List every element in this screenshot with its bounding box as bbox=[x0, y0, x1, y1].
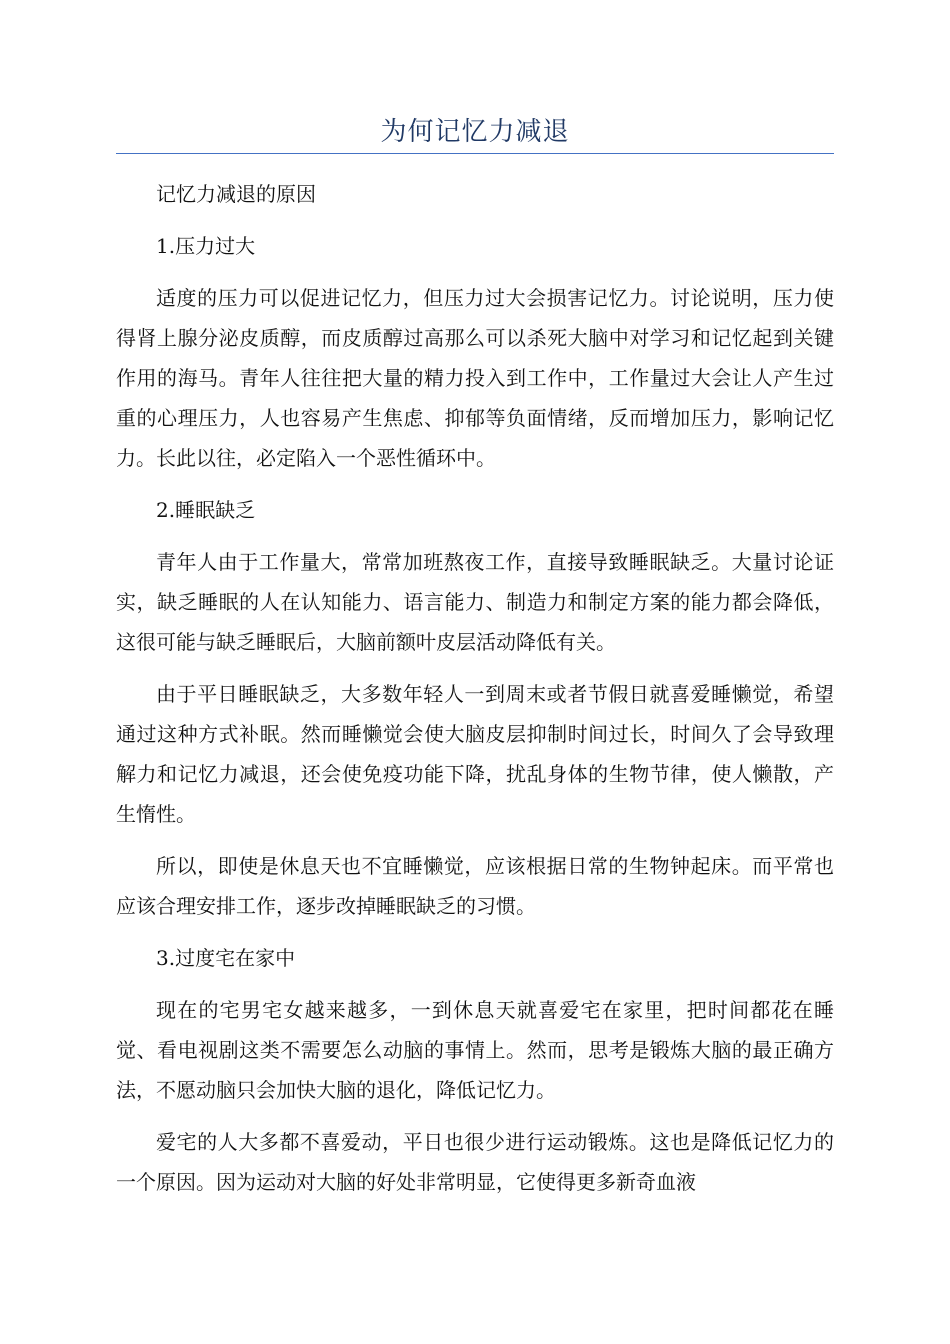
paragraph-sleep-2: 由于平日睡眠缺乏，大多数年轻人一到周末或者节假日就喜爱睡懒觉，希望通过这种方式补眠。然而睡懒觉会使大脑皮层抑制时间过长，时间久了会导致理解力和记忆力减退，还会使免疫功能下降，扰乱身体的生物节律，使人懒散，产生惰性。 bbox=[116, 682, 834, 826]
paragraph-stress: 适度的压力可以促进记忆力，但压力过大会损害记忆力。讨论说明，压力使得肾上腺分泌皮质醇，而皮质醇过高那么可以杀死大脑中对学习和记忆起到关键作用的海马。青年人往往把大量的精力投入到工作中，工作量过大会让人产生过重的心理压力，人也容易产生焦虑、抑郁等负面情绪，反而增加压力，影响记忆力。长此以往，必定陷入一个恶性循环中。 bbox=[116, 286, 834, 470]
paragraph-home-2: 爱宅的人大多都不喜爱动，平日也很少进行运动锻炼。这也是降低记忆力的一个原因。因为运动对大脑的好处非常明显，它使得更多新奇血液 bbox=[116, 1130, 834, 1194]
paragraph-sleep-3: 所以，即使是休息天也不宜睡懒觉，应该根据日常的生物钟起床。而平常也应该合理安排工作，逐步改掉睡眠缺乏的习惯。 bbox=[116, 854, 834, 918]
section-heading-sleep: 2.睡眠缺乏 bbox=[156, 498, 256, 522]
title-underline bbox=[116, 153, 834, 154]
section-heading-causes: 记忆力减退的原因 bbox=[156, 182, 316, 206]
document-body bbox=[116, 174, 834, 1214]
document-title: 为何记忆力减退 bbox=[380, 117, 570, 147]
paragraph-home-1: 现在的宅男宅女越来越多，一到休息天就喜爱宅在家里，把时间都花在睡觉、看电视剧这类不需要怎么动脑的事情上。然而，思考是锻炼大脑的最正确方法，不愿动脑只会加快大脑的退化，降低记忆力。 bbox=[116, 998, 834, 1102]
section-heading-home: 3.过度宅在家中 bbox=[156, 946, 296, 970]
paragraph-sleep-1: 青年人由于工作量大，常常加班熬夜工作，直接导致睡眠缺乏。大量讨论证实，缺乏睡眠的人在认知能力、语言能力、制造力和制定方案的能力都会降低，这很可能与缺乏睡眠后，大脑前额叶皮层活动降低有关。 bbox=[116, 550, 834, 654]
section-heading-stress: 1.压力过大 bbox=[156, 234, 256, 258]
